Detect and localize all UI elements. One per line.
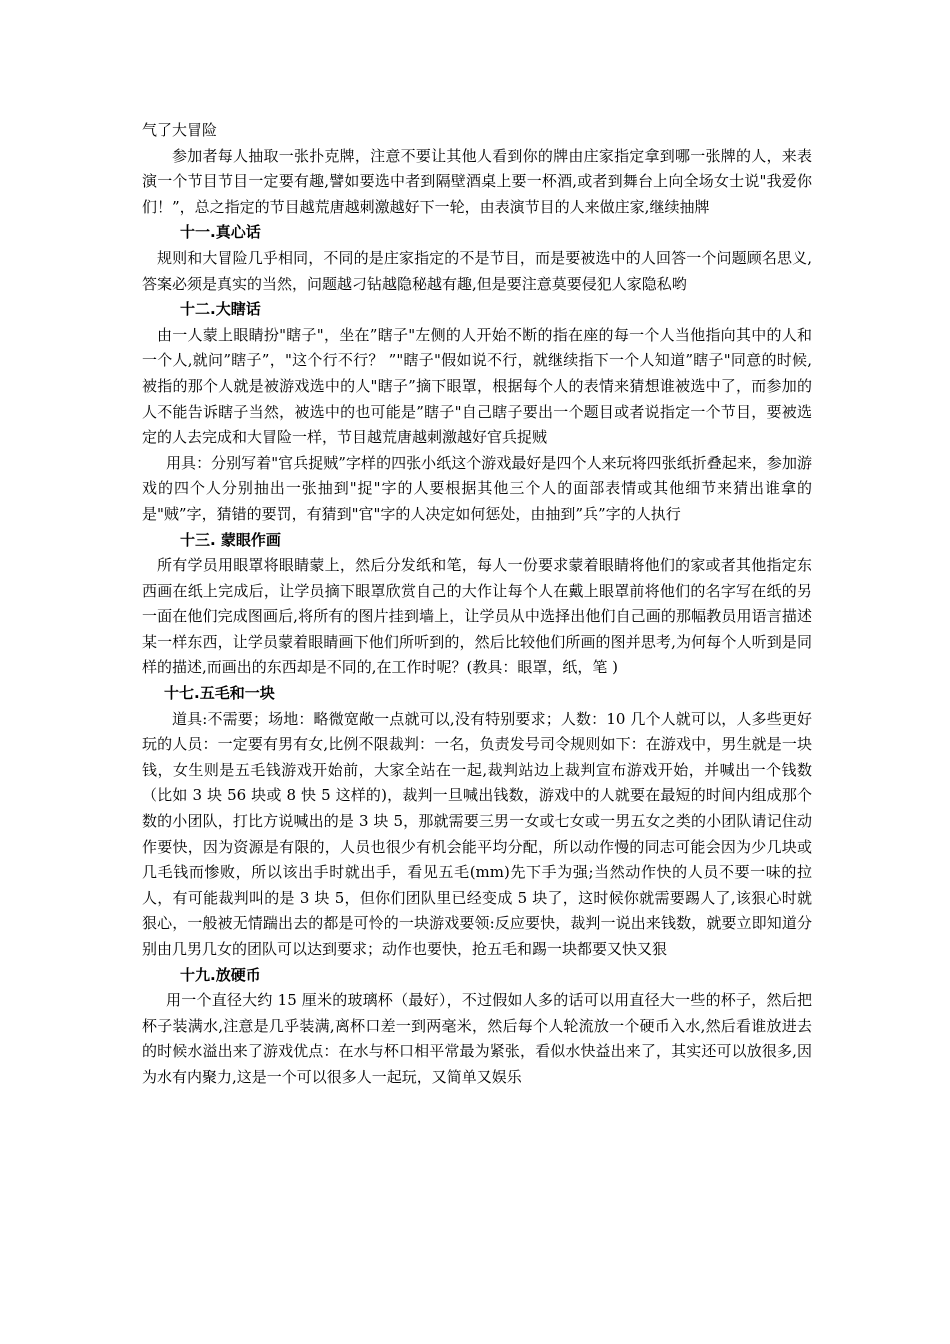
paragraph: 由一人蒙上眼睛扮"瞎子"，坐在”瞎子"左侧的人开始不断的指在座的每一个人当他指向其中的人和一个人,就问”瞎子”，"这个行不行？ ”"瞎子"假如说不行，就继续指下一个人知道”瞎子"同意的时候,被指的那个人就是被游戏选中的人"瞎子”摘下眼罩，根据每个人的表情来猜想谁被选中了，而参加的人不能告诉瞎子当然，被选中的也可能是”瞎子"自己瞎子要出一个题目或者说指定一个节目，要被选定的人去完成和大冒险一样，节目越荒唐越刺激越好官兵捉贼 xyxy=(142,325,812,447)
paragraph: 参加者每人抽取一张扑克牌，注意不要让其他人看到你的牌由庄家指定拿到哪一张牌的人，来表演一个节目节目一定要有趣,譬如要选中者到隔壁酒桌上要一杯酒,或者到舞台上向全场女士说"我爱你们！”，总之指定的节目越荒唐越刺激越好下一轮，由表演节目的人来做庄家,继续抽牌 xyxy=(142,146,812,216)
section-heading: 十三. 蒙眼作画 xyxy=(180,530,281,549)
paragraph: 道具:不需要；场地：略微宽敞一点就可以,没有特别要求；人数：10 几个人就可以，人多些更好玩的人员：一定要有男有女,比例不限裁判：一名，负责发号司令规则如下：在游戏中，男生就是一块钱，女生则是五毛钱游戏开始前，大家全站在一起,裁判站边上裁判宣布游戏开始，并喊出一个钱数（比如 3 块 56 块或 8 快 5 这样的)，裁判一旦喊出钱数，游戏中的人就要在最短的时间内组成那个数的小团队，打比方说喊出的是 3 块 5，那就需要三男一女或七女或一男五女之类的小团队请记住动作要快，因为资源是有限的，人员也很少有机会能平均分配，所以动作慢的同志可能会因为少几块或几毛钱而惨败，所以该出手时就出手，看见五毛(mm)先下手为强;当然动作快的人员不要一味的拉人，有可能裁判叫的是 3 块 5，但你们团队里已经变成 5 块了，这时候你就需要踢人了,该狠心时就狠心，一般被无情踹出去的都是可怜的一块游戏要领:反应要快，裁判一说出来钱数，就要立即知道分别由几男几女的团队可以达到要求；动作也要快，抢五毛和踢一块都要又快又狠 xyxy=(142,709,812,958)
section-heading: 十一.真心话 xyxy=(180,223,261,242)
document-page xyxy=(142,118,812,1091)
paragraph: 所有学员用眼罩将眼睛蒙上，然后分发纸和笔，每人一份要求蒙着眼睛将他们的家或者其他指定东西画在纸上完成后，让学员摘下眼罩欣赏自己的大作让每个人在戴上眼罩前将他们的名字写在纸的另一面在他们完成图画后,将所有的图片挂到墙上，让学员从中选择出他们自己画的那幅教员用语言描述某一样东西，让学员蒙着眼睛画下他们所听到的，然后比较他们所画的图并思考,为何每个人听到是同样的描述,而画出的东西却是不同的,在工作时呢？(教具：眼罩，纸，笔 ) xyxy=(142,556,812,677)
paragraph: 气了大冒险 xyxy=(142,121,218,139)
section-heading: 十九.放硬币 xyxy=(180,965,261,984)
paragraph: 规则和大冒险几乎相同，不同的是庄家指定的不是节目，而是要被选中的人回答一个问题顾名思义,答案必须是真实的当然，问题越刁钻越隐秘越有趣,但是要注意莫要侵犯人家隐私哟 xyxy=(142,248,812,293)
section-heading: 十二.大瞎话 xyxy=(180,300,261,319)
paragraph: 用具：分别写着"官兵捉贼”字样的四张小纸这个游戏最好是四个人来玩将四张纸折叠起来，参加游戏的四个人分别抽出一张抽到"捉"字的人要根据其他三个人的面部表情或其他细节来猜出谁拿的是"贼”字，猜错的要罚，有猜到"官"字的人决定如何惩处，由抽到”兵”字的人执行 xyxy=(142,453,812,523)
paragraph: 用一个直径大约 15 厘米的玻璃杯（最好），不过假如人多的话可以用直径大一些的杯子，然后把杯子装满水,注意是几乎装满,离杯口差一到两毫米，然后每个人轮流放一个硬币入水,然后看谁放进去的时候水溢出来了游戏优点：在水与杯口相平常最为紧张，看似水快益出来了，其实还可以放很多,因为水有内聚力,这是一个可以很多人一起玩，又简单又娱乐 xyxy=(142,991,812,1086)
section-heading: 十七.五毛和一块 xyxy=(164,684,275,703)
